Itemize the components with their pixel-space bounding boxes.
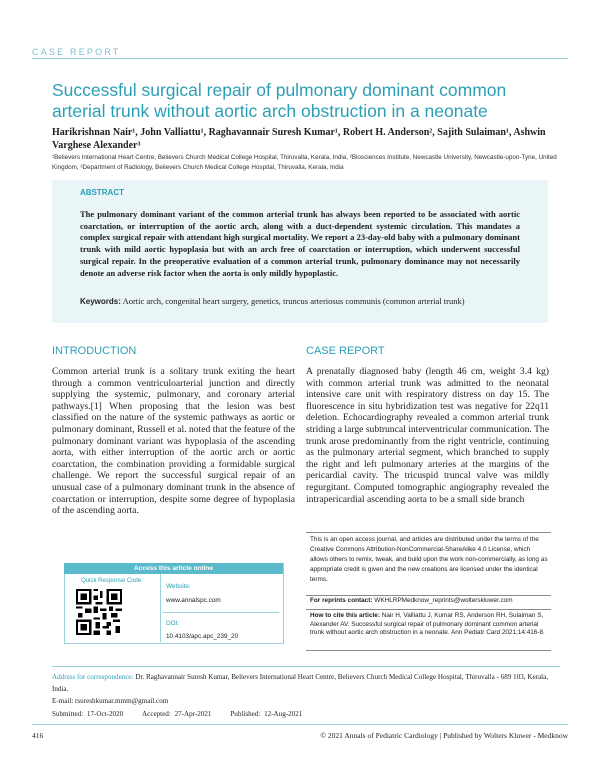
article-dates	[52, 710, 562, 718]
page-number: 416	[32, 731, 44, 740]
published-date: Published: 12-Aug-2021	[230, 710, 303, 718]
website-link[interactable]: www.annalspc.com	[166, 597, 221, 604]
reprints	[310, 597, 550, 604]
reprints-label: For reprints contact:	[310, 597, 373, 604]
section-label: CASE REPORT	[32, 47, 121, 57]
qr-code-icon[interactable]	[76, 589, 122, 635]
citation-label: How to cite this article:	[310, 612, 380, 619]
abstract-text: The pulmonary dominant variant of the common arterial trunk has always been reported to be associated with aortic coarctation, or interruption of the aortic arch, along with a duct-dependent systemic circulation. This mandates a complex surgical repair with attendant high surgical mortality. We report a 23-day-old baby with a pulmonary dominant trunk with mild aortic hypoplasia but with an arch free of coarctation or interruption, which underwent successful surgical repair. In the preoperative evaluation of a common arterial trunk, pulmonary dominance may not necessarily denote an adverse risk factor when the aorta is only mildly hypoplastic.	[80, 209, 520, 278]
footer-divider	[32, 724, 568, 725]
reprints-email[interactable]: WKHLRPMedknow_reprints@wolterskluwer.com	[374, 597, 513, 604]
qr-label: Quick Response Code:	[81, 578, 143, 584]
correspondence-address: Dr. Raghavannair Suresh Kumar, Believers International Heart Centre, Believers Church Medical College Hospital, Thiruvalla - 689 103, Kerala, India.	[52, 673, 549, 694]
access-divider	[160, 574, 161, 642]
article-title: Successful surgical repair of pulmonary dominant common arterial trunk without aortic arch obstruction in a neonate	[52, 80, 507, 121]
access-header: Access this article online	[64, 563, 283, 574]
citation-text: Nair H, Valliattu J, Kumar RS, Anderson RH, Sulaiman S, Alexander AV. Successful surgical repair of pulmonary dominant common arterial trunk without aortic arch obstruction in a neonate. Ann Pediatr Card 2021;14:416-8.	[310, 612, 545, 637]
submitted-date: Submitted: 17-Oct-2020	[52, 710, 124, 718]
keywords	[80, 296, 500, 307]
introduction-text: Common arterial trunk is a solitary trunk exiting the heart through a common ventriculoarterial junction and directly supplying the systemic, pulmonary, and coronary arterial pathways.[1] When proposing that the lesion was best classified on the nature of the systemic pathways as aortic or pulmonary dominant, Russell et al. noted that the feature of the pulmonary dominant variant was hypoplasia of the ascending aorta, with either interruption of the aortic arch or aortic coarctation, the combination providing a formidable surgical challenge. We report the successful surgical repair of an unusual case of a pulmonary dominant trunk in the absence of coarctation or interruption, despite some degree of hypoplasia of the ascending aorta.	[52, 366, 295, 517]
correspondence-label: Address for correspondence:	[52, 673, 134, 681]
correspondence-divider	[52, 666, 560, 667]
correspondence-email[interactable]: E-mail: rsureshkumar.mmm@gmail.com	[52, 697, 169, 706]
website-label: Website:	[166, 583, 191, 590]
author-list: Harikrishnan Nair¹, John Valliattu¹, Raghavannair Suresh Kumar¹, Robert H. Anderson², Sajith Sulaiman¹, Ashwin Varghese Alexander³	[52, 127, 546, 151]
access-divider-horizontal	[163, 612, 279, 613]
accepted-date: Accepted: 27-Apr-2021	[142, 710, 212, 718]
abstract-heading: ABSTRACT	[80, 188, 124, 197]
citation	[310, 612, 548, 638]
keywords-value: Aortic arch, congenital heart surgery, genetics, truncus arteriosus communis (common arterial trunk)	[122, 296, 465, 306]
keywords-label: Keywords:	[80, 297, 121, 306]
correspondence	[52, 671, 562, 708]
doi-link[interactable]: 10.4103/apc.apc_239_20	[166, 633, 239, 640]
introduction-heading: INTRODUCTION	[52, 345, 137, 357]
license-text: This is an open access journal, and articles are distributed under the terms of the Creative Commons Attribution-NonCommercial-ShareAlike 4.0 License, which allows others to remix, tweak, and build upon the work non-commercially, as long as appropriate credit is given and the new creations are licensed under the identical terms.	[310, 536, 548, 583]
case-report-text: A prenatally diagnosed baby (length 46 cm, weight 3.4 kg) with common arterial trunk was admitted to the neonatal intensive care unit with respiratory distress on day 15. The fluorescence in situ hybridization test was negative for 22q11 deletion. Echocardiography revealed a common arterial trunk striding a large subtruncal interventricular communication. The trunk arose predominantly from the right ventricle, continuing as the pulmonary arterial segment, which branched to supply the right and left pulmonary arteries at the margins of the pericardial cavity. The tricuspid truncal valve was mildly regurgitant. Computed tomographic angiography revealed the intrapericardial ascending aorta to be a small side branch	[306, 366, 549, 505]
case-report-heading: CASE REPORT	[306, 345, 385, 357]
doi-label: DOI:	[166, 620, 180, 627]
header-divider	[32, 58, 568, 59]
affiliations: ¹Believers International Heart Centre, Believers Church Medical College Hospital, Thiruvalla, Kerala, India, ²Biosciences Institute, Newcastle University, Newcastle-upon-Tyne, United Kingdom, ³Department of Radiology, Believers Church Medical College Hospital, Thiruvalla, Kerala, India	[52, 154, 557, 171]
footer-copyright: © 2021 Annals of Pediatric Cardiology | Published by Wolters Kluwer - Medknow	[320, 731, 568, 740]
